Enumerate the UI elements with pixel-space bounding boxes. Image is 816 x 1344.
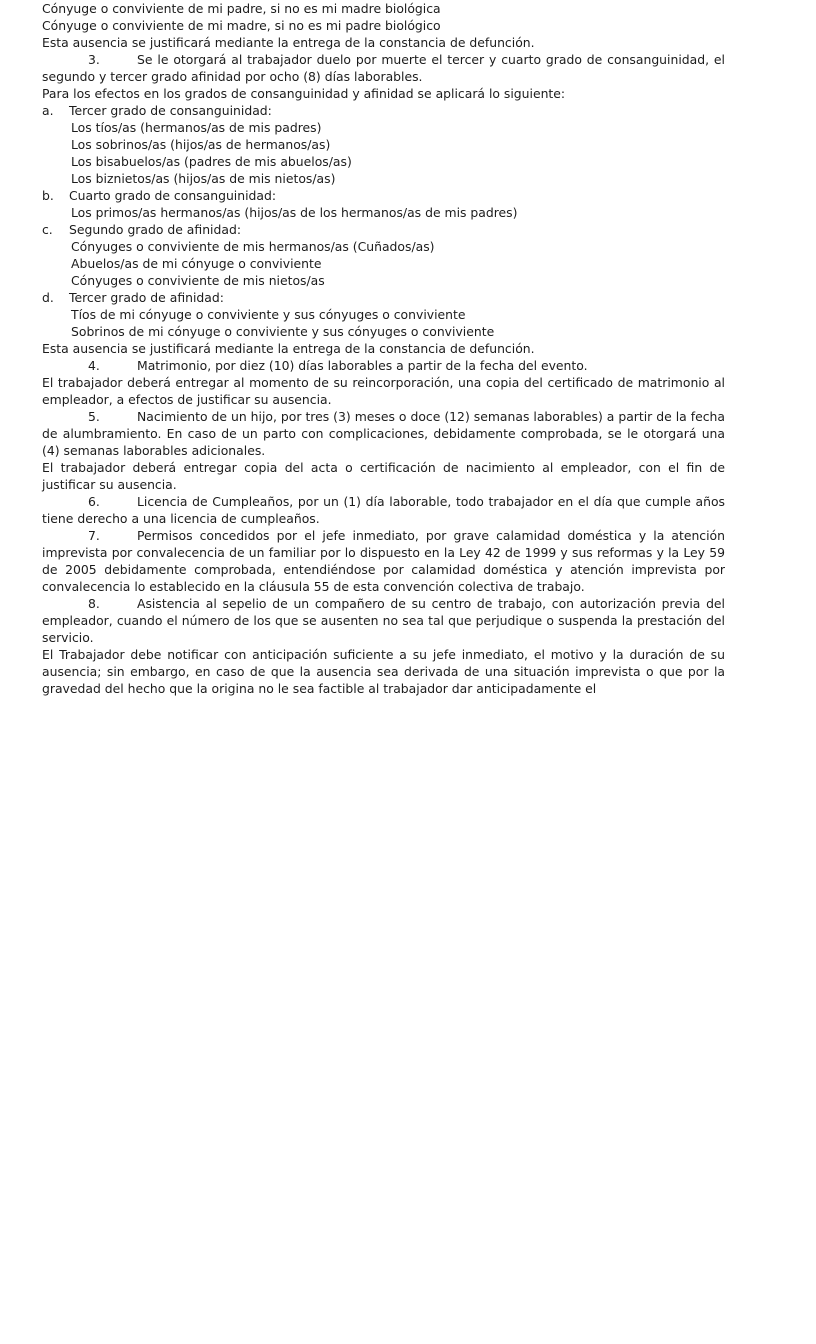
item-text: Se le otorgará al trabajador duelo por muerte el tercer y cuarto grado de consanguinidad, el segundo y tercer grado afinidad por ocho (8) días laborables. — [42, 52, 725, 84]
degree-block-d — [42, 289, 725, 340]
degree-title-row — [42, 102, 725, 119]
degree-title: Tercer grado de consanguinidad: — [69, 103, 272, 118]
degree-title-row — [42, 187, 725, 204]
degree-item: Tíos de mi cónyuge o conviviente y sus cónyuges o conviviente — [71, 307, 466, 322]
numbered-item-6 — [42, 493, 725, 527]
degree-title-row — [42, 289, 725, 306]
degree-block-c — [42, 221, 725, 289]
item-text: Nacimiento de un hijo, por tres (3) meses o doce (12) semanas laborables) a partir de la fecha de alumbramiento. En caso de un parto con complicaciones, debidamente comprobada, se le otorgará una (4) semanas laborables adicionales. — [42, 409, 725, 458]
degree-letter: c. — [42, 222, 53, 237]
relationship-lines — [42, 0, 725, 34]
effects-intro: Para los efectos en los grados de consanguinidad y afinidad se aplicará lo siguiente: — [42, 86, 566, 101]
item-number: 6. — [88, 494, 100, 509]
degree-item: Los biznietos/as (hijos/as de mis nietos/as) — [71, 171, 336, 186]
degree-items — [71, 238, 725, 289]
degree-items — [71, 204, 725, 221]
item-number: 5. — [88, 409, 100, 424]
numbered-item-7 — [42, 527, 725, 595]
item-text: Asistencia al sepelio de un compañero de su centro de trabajo, con autorización previa del empleador, cuando el número de los que se ausenten no sea tal que perjudique o suspenda la prestación del servicio. — [42, 596, 725, 645]
degree-item: Cónyuges o conviviente de mis nietos/as — [71, 273, 325, 288]
relationship-line: Cónyuge o conviviente de mi padre, si no es mi madre biológica — [42, 1, 441, 16]
item-text: Matrimonio, por diez (10) días laborables a partir de la fecha del evento. — [137, 358, 588, 373]
degree-items — [71, 306, 725, 340]
absence-justification-note: Esta ausencia se justificará mediante la entrega de la constancia de defunción. — [42, 341, 535, 356]
degree-block-a — [42, 102, 725, 187]
degree-item: Los primos/as hermanos/as (hijos/as de los hermanos/as de mis padres) — [71, 205, 518, 220]
numbered-item-8 — [42, 595, 725, 646]
item-text: Permisos concedidos por el jefe inmediato, por grave calamidad doméstica y la atención imprevista por convalecencia de un familiar por lo dispuesto en la Ley 42 de 1999 y sus reformas y la Ley 59 de 2005 debidamente comprobada, entendiéndose por calamidad doméstica y atención imprevista por convalecencia lo establecido en la cláusula 55 de esta convención colectiva de trabajo. — [42, 528, 725, 594]
item-4-subparagraph: El trabajador deberá entregar al momento de su reincorporación, una copia del certificado de matrimonio al empleador, a efectos de justificar su ausencia. — [42, 375, 725, 407]
item-number: 4. — [88, 358, 100, 373]
degree-item: Abuelos/as de mi cónyuge o conviviente — [71, 256, 322, 271]
item-number: 8. — [88, 596, 100, 611]
degree-letter: d. — [42, 290, 54, 305]
degree-letter: b. — [42, 188, 54, 203]
absence-justification-note: Esta ausencia se justificará mediante la entrega de la constancia de defunción. — [42, 35, 535, 50]
degree-title: Tercer grado de afinidad: — [69, 290, 224, 305]
degree-title: Segundo grado de afinidad: — [69, 222, 241, 237]
degree-items — [71, 119, 725, 187]
degree-title-row — [42, 221, 725, 238]
degree-item: Los sobrinos/as (hijos/as de hermanos/as) — [71, 137, 331, 152]
item-5-note: El trabajador deberá entregar copia del acta o certificación de nacimiento al empleador, con el fin de justificar su ausencia. — [42, 460, 725, 492]
numbered-item-4 — [42, 357, 725, 374]
relationship-line: Cónyuge o conviviente de mi madre, si no es mi padre biológico — [42, 18, 441, 33]
degree-item: Los tíos/as (hermanos/as de mis padres) — [71, 120, 322, 135]
item-text: Licencia de Cumpleaños, por un (1) día laborable, todo trabajador en el día que cumple años tiene derecho a una licencia de cumpleaños. — [42, 494, 725, 526]
degree-item: Sobrinos de mi cónyuge o conviviente y sus cónyuges o conviviente — [71, 324, 495, 339]
numbered-item-3 — [42, 51, 725, 85]
degree-item: Cónyuges o conviviente de mis hermanos/as (Cuñados/as) — [71, 239, 435, 254]
item-number: 7. — [88, 528, 100, 543]
item-number: 3. — [88, 52, 100, 67]
degree-letter: a. — [42, 103, 54, 118]
degree-item: Los bisabuelos/as (padres de mis abuelos/as) — [71, 154, 352, 169]
numbered-item-5 — [42, 408, 725, 459]
degree-block-b — [42, 187, 725, 221]
degree-title: Cuarto grado de consanguinidad: — [69, 188, 277, 203]
closing-paragraph: El Trabajador debe notificar con anticipación suficiente a su jefe inmediato, el motivo y la duración de su ausencia; sin embargo, en caso de que la ausencia sea derivada de una situación imprevista o que por la gravedad del hecho que la origina no le sea factible al trabajador dar anticipadamente el — [42, 647, 725, 696]
